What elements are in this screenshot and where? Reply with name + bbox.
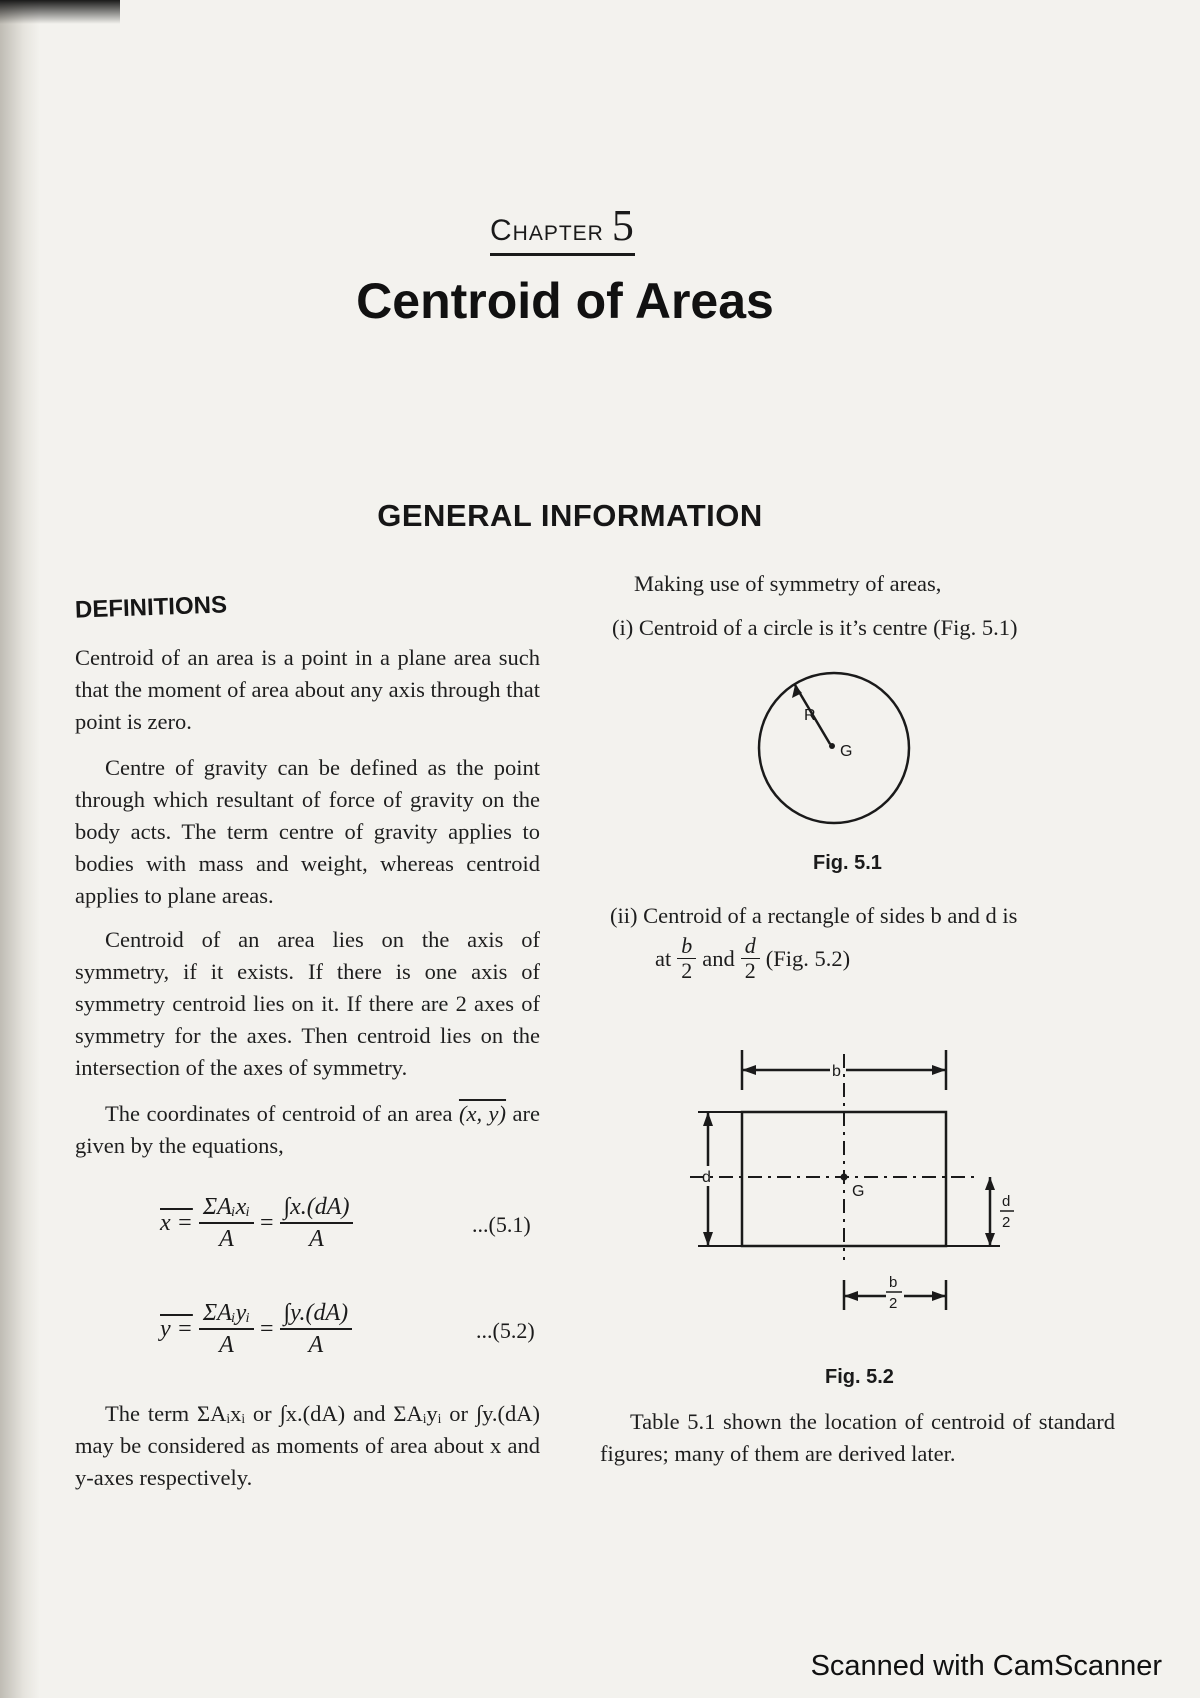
page-edge-shadow [0,0,40,1698]
chapter-label [490,200,635,256]
fraction-d-over-2 [741,934,760,983]
paragraph-coordinates [75,1098,540,1162]
scanner-watermark: Scanned with CamScanner [810,1650,1162,1682]
frac-b-numerator: b [677,934,696,959]
eq2-equals: = [260,1315,274,1342]
eq1-denominator-sum: A [219,1226,234,1252]
d-label: d [702,1169,711,1186]
eq1-denominator-integral: A [309,1226,324,1252]
and-text: and [702,945,735,971]
paragraph-table-reference: Table 5.1 shown the location of centroid of standard figures; many of them are derived later. [600,1409,1115,1466]
half-d-numerator: d [1002,1193,1011,1210]
eq2-denominator-sum: A [219,1332,234,1358]
eq1-numerator-sum: ΣAᵢxᵢ [199,1192,254,1224]
eq1-numerator-integral: ∫x.(dA) [280,1192,354,1224]
chapter-title: Centroid of Areas [356,273,774,329]
half-d-arrow-top [985,1177,995,1190]
paragraph-moments: The term ΣAᵢxᵢ or ∫x.(dA) and ΣAᵢyᵢ or ∫y.(dA) may be considered as moments of area about x and y-axes respectively. [75,1401,540,1490]
b-arrow-left [742,1065,756,1075]
equation-y-bar [160,1298,358,1360]
eq2-fraction-integral [280,1298,353,1360]
eq1-equals: = [260,1209,274,1236]
equation-number-5-1: ...(5.1) [472,1212,531,1237]
eq2-fraction-sum [199,1298,254,1360]
eq1-fraction-integral [280,1192,354,1254]
half-b-numerator: b [889,1274,898,1291]
page-corner-shadow [0,0,120,24]
paragraph-symmetry: Centroid of an area lies on the axis of symmetry, if it exists. If there is one axis of symmetry centroid lies on it. If there are 2 axes of symmetry for the axes. Then centroid lies on the intersection of the axes of symmetry. [75,927,540,1080]
eq2-numerator-sum: ΣAᵢyᵢ [199,1298,254,1330]
figure-circle [740,660,930,840]
at-text: at [655,945,672,971]
coordinates-text: The coordinates of centroid of an area [105,1101,453,1126]
section-title: GENERAL INFORMATION [377,498,763,533]
chapter-number: 5 [611,201,635,250]
rectangle-centroid-point [841,1174,848,1181]
figure-rectangle [680,1040,1040,1340]
equation-x-bar [160,1192,359,1254]
eq2-numerator-integral: ∫y.(dA) [280,1298,353,1330]
d-arrow-bottom [703,1232,713,1246]
rectangle-centroid-label: G [852,1183,865,1200]
frac-b-denominator: 2 [681,958,693,983]
half-d-denominator: 2 [1002,1214,1011,1231]
radius-label: R [804,707,816,724]
centroid-point [829,743,835,749]
b-label: b [832,1063,841,1080]
paragraph-symmetry-intro: Making use of symmetry of areas, [634,571,942,596]
eq2-lhs: y = [160,1315,193,1342]
fraction-b-over-2 [677,934,696,983]
definitions-heading: DEFINITIONS [74,591,228,624]
frac-d-denominator: 2 [744,958,756,983]
rectangle-centroid-location [655,934,850,983]
coordinates-tail: are given by the equations, [75,1101,540,1158]
half-b-denominator: 2 [889,1295,898,1312]
b-arrow-right [932,1065,946,1075]
list-item-rectangle: (ii) Centroid of a rectangle of sides b and d is [610,903,1018,928]
half-b-arrow-right [932,1291,946,1301]
half-b-arrow-left [844,1291,858,1301]
paragraph-centre-of-gravity: Centre of gravity can be defined as the point through which resultant of force of gravity on the body acts. The term centre of gravity applies to bodies with mass and weight, whereas centroid applies to plane areas. [75,755,540,908]
d-arrow-top [703,1112,713,1126]
centroid-label: G [840,743,853,760]
list-item-circle: (i) Centroid of a circle is it’s centre (Fig. 5.1) [612,615,1018,640]
eq1-lhs: x = [160,1209,193,1236]
eq2-denominator-integral: A [308,1332,324,1358]
figure-5-2-caption: Fig. 5.2 [825,1366,894,1388]
chapter-word: Chapter [490,214,604,247]
fig-ref-text: (Fig. 5.2) [765,945,851,971]
frac-d-numerator: d [741,934,760,959]
eq1-fraction-sum [199,1192,254,1254]
coordinates-symbol: (x, y) [458,1101,507,1126]
equation-number-5-2: ...(5.2) [476,1318,535,1343]
half-d-arrow-bottom [985,1233,995,1246]
figure-5-1-caption: Fig. 5.1 [813,852,882,874]
paragraph-centroid-definition: Centroid of an area is a point in a plane area such that the moment of area about any axis through that point is zero. [75,645,540,734]
